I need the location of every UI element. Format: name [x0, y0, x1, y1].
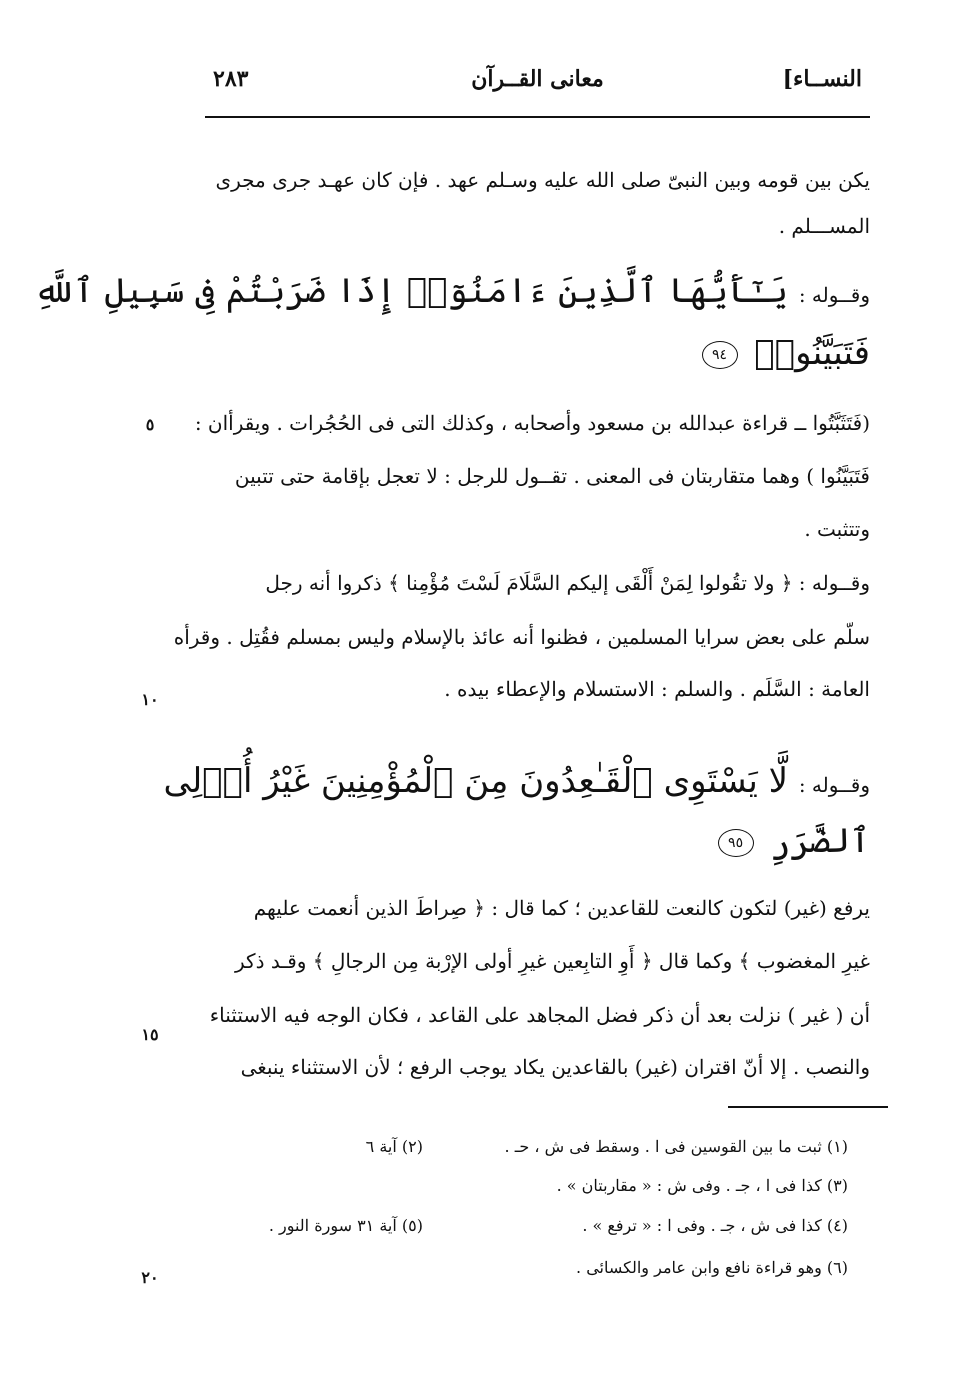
- verse-number-marker: ٩٥: [718, 829, 754, 857]
- verse-prefix: وقــوله :: [798, 283, 870, 307]
- verse-line: [34, 268, 870, 318]
- footnote-3: (٣) كذا فى ا ، جـ . وفى ش : « مقاربتان » .: [556, 1176, 848, 1195]
- line-number: ١٥: [141, 1025, 159, 1044]
- text-line: سلّم على بعض سرايا المسلمين ، فظنوا أنه عائذ بالإسلام وليس بمسلم فقُتِل . وقرأه: [173, 625, 870, 649]
- text-line: العامة : السَّلَم . والسلم : الاستسلام والإعطاء بيده .: [444, 677, 870, 701]
- verse-text: فَتَبَيَّنُوا۟: [754, 333, 870, 373]
- text-line: يكن بين قومه وبين النبىّ صلى الله عليه وسـلم عهد . فإن كان عهـد جرى مجرى: [215, 168, 870, 192]
- footnote-rule: [728, 1106, 888, 1108]
- text-line: (فَتَثَبَّتُوا ــ قراءة عبدالله بن مسعود وأصحابه ، وكذلك التى فى الحُجُرات . ويقرأان :: [194, 411, 870, 435]
- line-number: ٢٠: [141, 1268, 159, 1287]
- text-line: فَتَبَيَّنُوا ) وهما متقاربتان فى المعنى . تقــول للرجل : لا تعجل بإقامة حتى تتبين: [234, 464, 870, 488]
- verse-line: [215, 330, 870, 376]
- verse-prefix: وقــوله :: [798, 773, 870, 797]
- text-line: والنصب . إلا أنّ اقتران (غير) بالقاعدين يكاد يوجب الرفع ؛ لأن الاستثناء ينبغى: [240, 1055, 870, 1079]
- footnote-6: (٦) وهو قراءة نافع وابن عامر والكسائى .: [576, 1258, 848, 1277]
- text-line: يرفع (غير) لتكون كالنعت للقاعدين ؛ كما قال : ﴿ صِراطَ الذين أنعمت عليهم: [253, 896, 870, 920]
- line-number: ١٠: [141, 690, 159, 709]
- verse-text: لَّا يَسْتَوِى ٱلْقَـٰعِدُونَ مِنَ ٱلْمُؤْمِنِينَ غَيْرُ أُو۟لِى: [163, 761, 788, 801]
- text-line: غيرِ المغضوب ﴾ وكما قال ﴿ أَوِ التابِعين غيرِ أولى الإرْبة مِن الرجالِ ﴾ وقـد ذكر: [235, 949, 870, 973]
- text-line: أن ( غير ) نزلت بعد أن ذكر فضل المجاهد على القاعد ، فكان الوجه فيه الاستثناء: [209, 1003, 870, 1027]
- text-line: وقــوله : ﴿ ولا تقُولوا لِمَنْ أَلْقَى إليكم السَّلَامَ لَسْتَ مُؤْمِنا ﴾ ذكروا أنه رجل: [265, 571, 870, 595]
- footnote-2: (٢) آية ٦: [365, 1137, 423, 1156]
- page-header: [205, 62, 870, 106]
- verse-line: [163, 758, 870, 808]
- book-title: معانى القــرآن: [471, 66, 604, 92]
- footnote-5: (٥) آية ٣١ سورة النور .: [268, 1216, 423, 1235]
- footnote-4: (٤) كذا فى ش ، جـ . وفى ا : « ترفع » .: [582, 1216, 848, 1235]
- verse-number-marker: ٩٤: [702, 341, 738, 369]
- verse-line: [215, 818, 870, 864]
- verse-text: ٱلضَّرَرِ: [770, 821, 870, 861]
- text-line: المســـلم .: [778, 214, 870, 238]
- page-number: ٢٨٣: [213, 66, 249, 92]
- verse-text: يَـٰٓأَيُّهَا ٱلَّذِينَ ءَامَنُوٓا۟ إِذَا ضَرَبْتُمْ فِى سَبِيلِ ٱللَّهِ: [34, 271, 788, 311]
- header-rule: [205, 116, 870, 118]
- footnote-1: (١) ثبت ما بين القوسين فى ا . وسقط فى ش ، حـ .: [504, 1137, 848, 1156]
- line-number: ٥: [145, 415, 155, 434]
- text-line: وتتثبت .: [804, 517, 870, 541]
- surah-name: النســاء]: [782, 66, 862, 92]
